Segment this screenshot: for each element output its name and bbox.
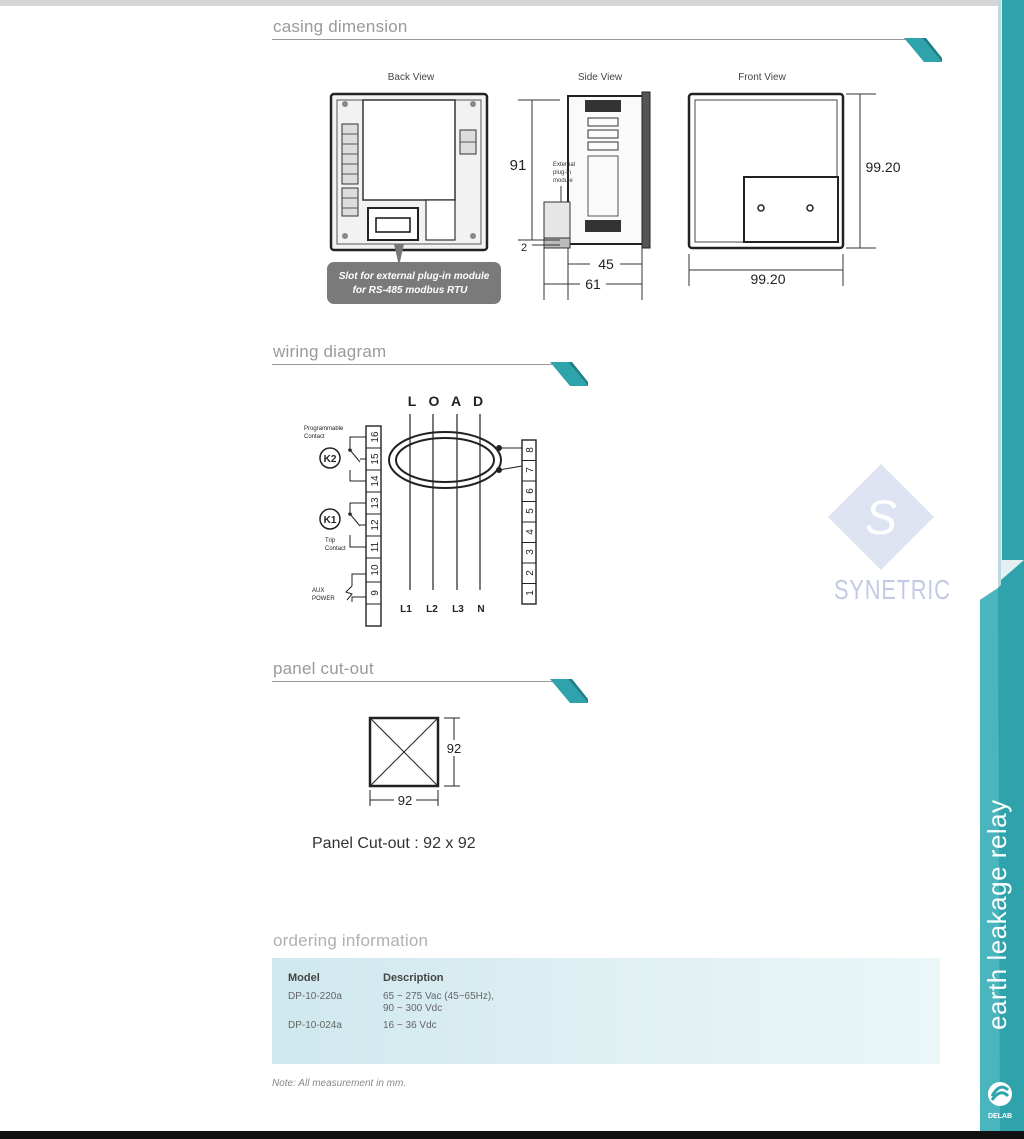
aux-power-line2: POWER: [312, 596, 335, 602]
header-description: Description: [383, 972, 444, 984]
dim-front-width: 99.20: [750, 271, 786, 287]
side-module-line1: External: [553, 162, 576, 168]
teal-parallelogram-icon: [550, 362, 590, 388]
aux-power-line1: AUX: [312, 588, 325, 594]
right-terminal-3: 3: [525, 549, 536, 555]
panel-caption: Panel Cut-out : 92 x 92: [312, 835, 476, 852]
slot-note-line2: for RS-485 modbus RTU: [352, 285, 468, 296]
side-view: [544, 92, 650, 248]
dim-2: 2: [520, 242, 528, 254]
line-label-l3: L3: [452, 604, 464, 615]
back-view: [331, 94, 487, 250]
back-view-label: Back View: [387, 72, 435, 83]
prog-contact-line2: Contact: [304, 434, 325, 440]
section-title-casing: casing dimension: [273, 17, 408, 36]
load-letter-o: O: [428, 393, 440, 409]
right-terminal-7: 7: [525, 467, 536, 473]
section-rule-panel: [272, 681, 554, 682]
side-module-line2: plug-in: [553, 170, 572, 176]
right-terminal-4: 4: [525, 529, 536, 535]
panel-dim-width: 92: [397, 793, 413, 808]
load-letter-l: L: [407, 393, 417, 409]
right-terminal-2: 2: [525, 570, 536, 576]
dim-front-height: 99.20: [865, 159, 901, 175]
left-terminal-strip: [366, 426, 381, 626]
left-terminal-11: 11: [370, 541, 381, 553]
dim-91: 91: [509, 157, 527, 174]
section-title-ordering: ordering information: [273, 931, 429, 950]
watermark-text: SYNETRIC: [834, 574, 951, 605]
panel-cutout-drawing: [360, 710, 480, 810]
side-view-label: Side View: [577, 72, 623, 83]
section-rule-casing: [272, 39, 910, 40]
section-title-wiring: wiring diagram: [273, 342, 387, 361]
k1-label: K1: [323, 515, 337, 526]
wiring-diagram: [300, 390, 560, 630]
load-letter-a: A: [450, 393, 462, 409]
logo-text: DELAB: [987, 1113, 1013, 1120]
row1-description-line1: 65 ~ 275 Vac (45~65Hz),: [383, 991, 494, 1002]
teal-parallelogram-icon: [550, 679, 590, 705]
dim-61: 61: [585, 276, 601, 292]
left-terminal-16: 16: [370, 431, 381, 443]
trip-contact-line1: Trip: [325, 538, 336, 544]
right-terminal-5: 5: [525, 508, 536, 514]
line-label-n: N: [477, 604, 485, 615]
row1-model: DP-10-220a: [288, 991, 342, 1002]
ordering-table: [272, 958, 940, 1064]
synetric-diamond-icon: [826, 462, 936, 572]
side-module-line3: module: [553, 178, 573, 184]
prog-contact-line1: Programmable: [304, 426, 344, 432]
section-title-panel: panel cut-out: [273, 659, 374, 678]
casing-dimension-drawing: [320, 62, 920, 312]
left-terminal-14: 14: [370, 475, 381, 487]
right-terminal-8: 8: [525, 447, 536, 453]
bottom-edge: [0, 1131, 1024, 1139]
front-view: [689, 94, 843, 248]
teal-parallelogram-icon: [904, 38, 944, 64]
right-terminal-6: 6: [525, 488, 536, 494]
row2-description-line1: 16 ~ 36 Vdc: [383, 1020, 437, 1031]
left-terminal-12: 12: [370, 519, 381, 531]
section-rule-wiring: [272, 364, 554, 365]
left-terminal-13: 13: [370, 497, 381, 509]
measurement-note: Note: All measurement in mm.: [272, 1078, 407, 1089]
slot-note-line1: Slot for external plug-in module: [338, 271, 490, 282]
row2-model: DP-10-024a: [288, 1020, 342, 1031]
top-edge: [0, 0, 1024, 6]
row1-description-line2: 90 ~ 300 Vdc: [383, 1003, 443, 1014]
right-terminal-1: 1: [525, 590, 536, 596]
panel-dim-height: 92: [446, 741, 462, 756]
watermark-letter: S: [864, 492, 898, 545]
line-label-l1: L1: [400, 604, 412, 615]
side-band-text: earth leakage relay: [982, 799, 1012, 1030]
dim-45: 45: [598, 256, 614, 272]
left-terminal-10: 10: [370, 564, 381, 576]
k2-label: K2: [323, 454, 337, 465]
front-view-label: Front View: [738, 72, 786, 83]
load-letter-d: D: [472, 393, 484, 409]
delab-logo-icon: [984, 1078, 1016, 1122]
left-terminal-15: 15: [370, 453, 381, 465]
right-terminal-strip: [522, 440, 536, 604]
left-terminal-9: 9: [370, 590, 381, 596]
line-label-l2: L2: [426, 604, 438, 615]
trip-contact-line2: Contact: [325, 546, 346, 552]
header-model: Model: [288, 972, 320, 984]
